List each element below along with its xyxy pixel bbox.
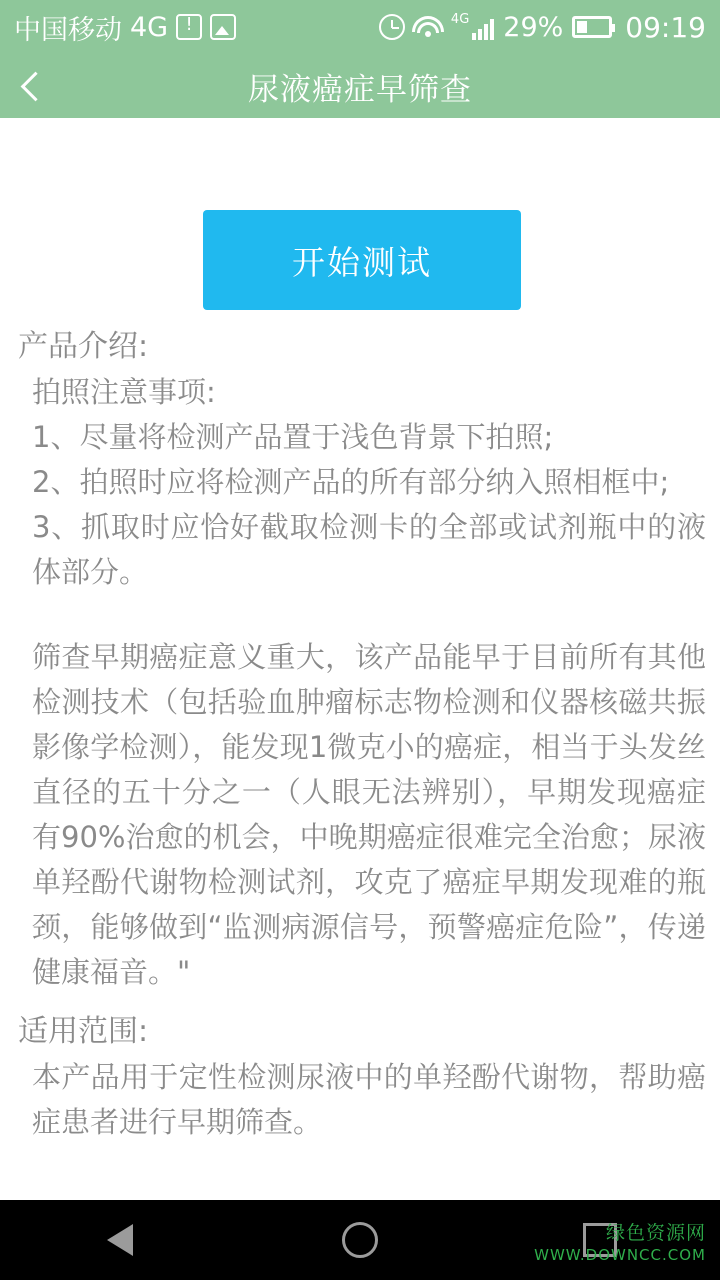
network-type-label: 4G: [130, 11, 169, 43]
watermark-line-2: WWW.DOWNCC.COM: [534, 1246, 706, 1264]
scope-heading: 适用范围:: [18, 1014, 149, 1049]
start-test-button[interactable]: 开始测试: [203, 210, 521, 310]
nav-recents-icon: [583, 1223, 617, 1257]
nav-back-button[interactable]: [60, 1200, 180, 1280]
photo-notice-item-3: 3、抓取时应恰好截取检测卡的全部或试剂瓶中的液体部分。: [32, 510, 706, 589]
clock-label: 09:19: [625, 10, 706, 44]
product-description: 筛查早期癌症意义重大，该产品能早于目前所有其他检测技术（包括验血肿瘤标志物检测和仪器核磁共振影像学检测），能发现1微克小的癌症，相当于头发丝直径的五十分之一（人眼无法辨别），早期发现癌症有90%治愈的机会，中晚期癌症很难完全治愈；尿液单羟酚代谢物检测试剂，攻克了癌症早期发现难的瓶颈，能够做到“监测病源信号，预警癌症危险”，传递健康福音。": [32, 640, 706, 989]
screenshot-icon: [210, 14, 236, 40]
start-button-container: [18, 118, 706, 310]
status-bar-left: [14, 8, 236, 47]
nav-back-icon: [107, 1224, 133, 1256]
paragraph-spacer-2: [18, 1145, 706, 1185]
nav-recents-button[interactable]: [540, 1200, 660, 1280]
nav-home-icon: [342, 1222, 378, 1258]
page-title: 尿液癌症早筛查: [248, 71, 472, 108]
nav-home-button[interactable]: [300, 1200, 420, 1280]
battery-icon: [572, 16, 612, 38]
system-nav-bar: [0, 1200, 720, 1280]
paragraph-spacer: [18, 595, 706, 635]
main-content: [0, 118, 720, 1200]
photo-notice-item-2: 2、拍照时应将检测产品的所有部分纳入照相框中;: [32, 465, 670, 499]
app-title-bar: [0, 54, 720, 118]
wifi-icon: [414, 16, 442, 38]
signal-network-label: 4G: [450, 12, 470, 27]
photo-notice-heading: 拍照注意事项:: [32, 375, 216, 409]
scope-text: 本产品用于定性检测尿液中的单羟酚代谢物，帮助癌症患者进行早期筛查。: [32, 1060, 706, 1139]
status-bar: [0, 0, 720, 54]
warning-icon: [176, 14, 202, 40]
carrier-label: 中国移动: [14, 14, 122, 46]
watermark-line-1: 绿色资源网: [605, 1222, 706, 1244]
signal-strength-icon: [451, 14, 494, 40]
photo-notice-item-1: 1、尽量将检测产品置于浅色背景下拍照;: [32, 420, 554, 454]
status-bar-right: [379, 11, 706, 44]
battery-percent-label: 29%: [503, 11, 564, 43]
alarm-clock-icon: [379, 14, 405, 40]
product-intro-heading: 产品介绍:: [18, 329, 149, 364]
